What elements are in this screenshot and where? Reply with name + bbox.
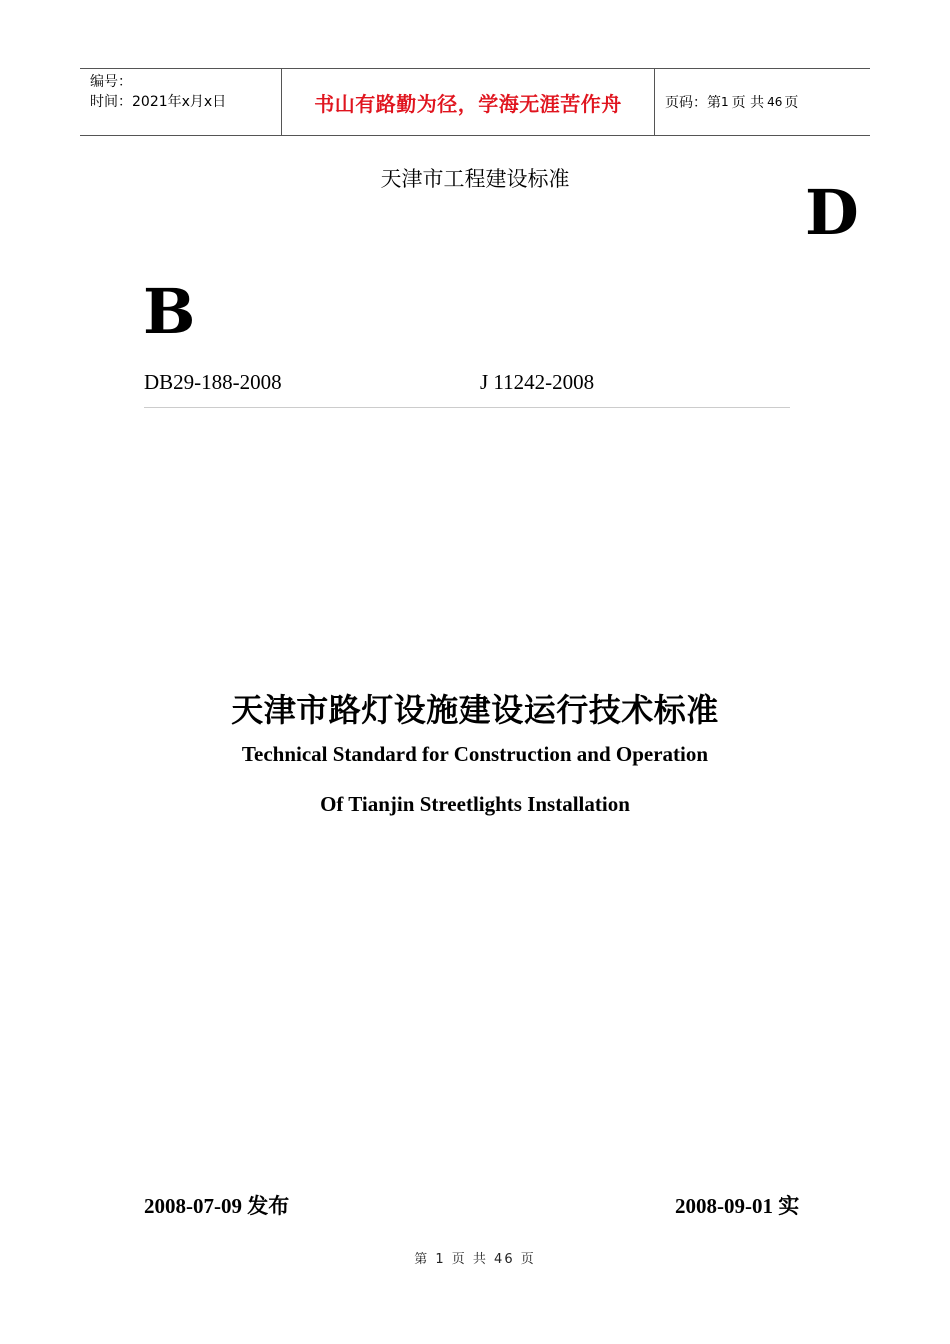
- publish-date: 2008-07-09 发布: [144, 1194, 290, 1218]
- page-label-suffix: 页: [784, 95, 799, 111]
- page-footer: 第 1 页 共 46 页: [414, 1252, 536, 1267]
- page-label-mid: 页 共: [731, 95, 765, 111]
- number-label: 编号：: [90, 74, 132, 90]
- standard-code-db: DB29-188-2008: [144, 370, 282, 394]
- page-current: 1: [721, 95, 729, 109]
- page-total: 46: [767, 95, 783, 109]
- title-english-line2: Of Tianjin Streetlights Installation: [320, 792, 630, 816]
- standard-code-j: J 11242-2008: [480, 370, 595, 394]
- header-meta-cell: [80, 69, 281, 135]
- header-page-cell: [655, 69, 870, 135]
- document-heading: 天津市工程建设标准: [380, 167, 570, 191]
- letter-b: B: [143, 275, 196, 348]
- title-chinese: 天津市路灯设施建设运行技术标准: [231, 691, 719, 729]
- time-label: 时间：2021年x月x日: [90, 94, 227, 110]
- title-english-line1: Technical Standard for Construction and Operation: [241, 742, 709, 766]
- motto-text: 书山有路勤为径，学海无涯苦作舟: [314, 91, 622, 116]
- standard-code-row: [144, 370, 790, 408]
- header-motto-cell: [281, 69, 655, 135]
- header-table: [80, 68, 870, 136]
- page-label-prefix: 页码：第: [665, 95, 721, 111]
- letter-d: D: [805, 176, 859, 249]
- implement-date: 2008-09-01 实: [675, 1194, 800, 1218]
